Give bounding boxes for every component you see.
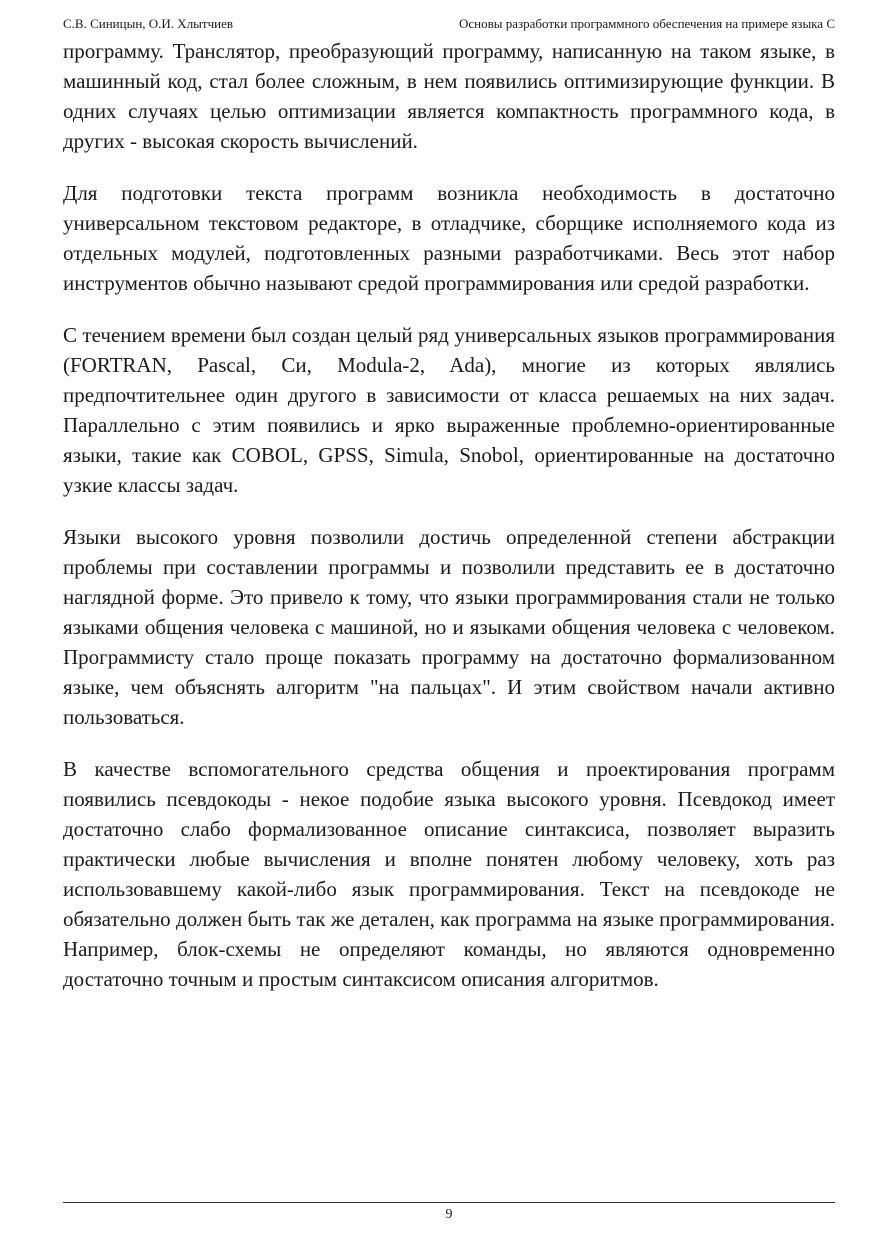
paragraph-universal-languages: С течением времени был создан целый ряд универсальных языков программирования (FORTRAN, Pascal, Си, Modula-2, Ada), многие из которых являлись предпочтительнее один другого в зависимости от класса решаемых на них задач. Параллельно с этим появились и ярко выраженные проблемно-ориентированные языки, такие как COBOL, GPSS, Simula, Snobol, ориентированные на достаточно узкие классы задач. bbox=[63, 323, 835, 497]
footer-divider bbox=[63, 1202, 835, 1203]
header-book-title: Основы разработки программного обеспечения на примере языка С bbox=[458, 16, 835, 31]
page-header bbox=[63, 14, 835, 34]
page-number: 9 bbox=[445, 1207, 453, 1222]
page-body bbox=[63, 36, 835, 1016]
paragraph-continued: программу. Транслятор, преобразующий программу, написанную на таком языке, в машинный код, стал более сложным, в нем появились оптимизирующие функции. В одних случаях целью оптимизации является компактность программного кода, в других - высокая скорость вычислений. bbox=[63, 39, 835, 153]
paragraph-dev-environment: Для подготовки текста программ возникла необходимость в достаточно универсальном текстовом редакторе, в отладчике, сборщике исполняемого кода из отдельных модулей, подготовленных разными разработчиками. Весь этот набор инструментов обычно называют средой программирования или средой разработки. bbox=[63, 181, 835, 295]
paragraph-high-level-languages: Языки высокого уровня позволили достичь определенной степени абстракции проблемы при составлении программы и позволили представить ее в достаточно наглядной форме. Это привело к тому, что языки программирования стали не только языками общения человека с машиной, но и языками общения человека с человеком. Программисту стало проще показать программу на достаточно формализованном языке, чем объяснять алгоритм "на пальцах". И этим свойством начали активно пользоваться. bbox=[63, 525, 835, 729]
header-authors: С.В. Синицын, О.И. Хлытчиев bbox=[63, 16, 234, 31]
paragraph-pseudocode: В качестве вспомогательного средства общения и проектирования программ появились псевдокоды - некое подобие языка высокого уровня. Псевдокод имеет достаточно слабо формализованное описание синтаксиса, позволяет выразить практически любые вычисления и вполне понятен любому человеку, хоть раз использовавшему какой-либо язык программирования. Текст на псевдокоде не обязательно должен быть так же детален, как программа на языке программирования. Например, блок-схемы не определяют команды, но являются одновременно достаточно точным и простым синтаксисом описания алгоритмов. bbox=[63, 757, 835, 991]
